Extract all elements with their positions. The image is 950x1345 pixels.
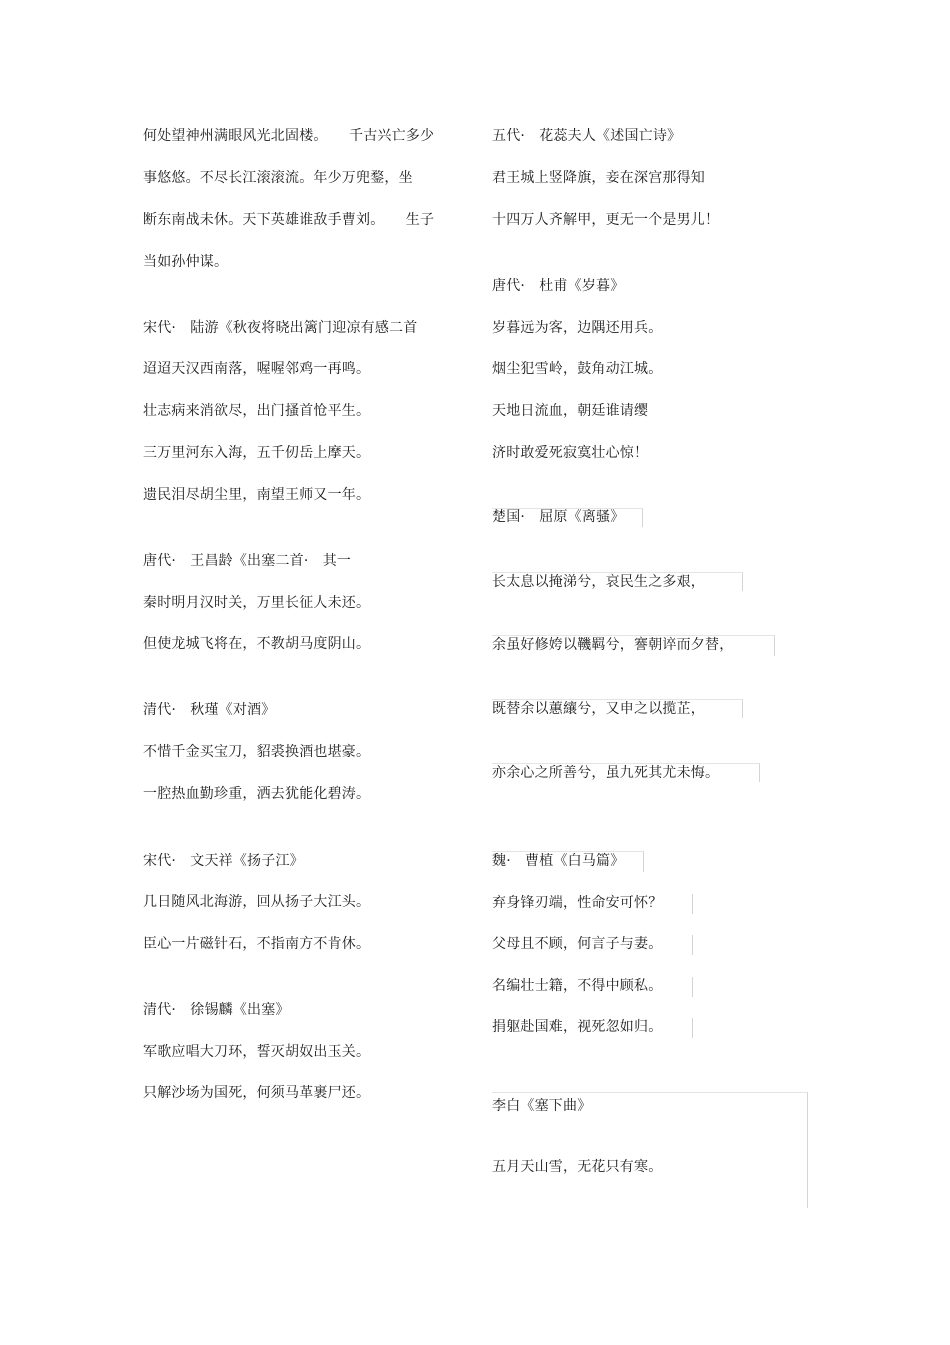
frame-line <box>692 894 693 914</box>
frame-line <box>492 572 743 591</box>
poem-line: 烟尘犯雪岭，鼓角动江城。 <box>492 361 663 377</box>
poem-line: 一腔热血勤珍重，洒去犹能化碧涛。 <box>143 786 371 802</box>
poem-line: 壮志病来消欲尽，出门搔首怆平生。 <box>143 403 371 419</box>
poem-line: 捐躯赴国难，视死忽如归。 <box>492 1019 663 1035</box>
poem-line: 遗民泪尽胡尘里，南望王师又一年。 <box>143 487 371 503</box>
poem-line: 几日随风北海游，回从扬子大江头。 <box>143 894 371 910</box>
poem-line: 十四万人齐解甲，更无一个是男儿！ <box>492 212 720 228</box>
poem-line: 余虽好修姱以鞿羁兮，謇朝谇而夕替， <box>492 637 734 653</box>
frame-line <box>492 635 775 656</box>
poem-line: 断东南战未休。天下英雄谁敌手曹刘。 生子 <box>143 212 435 228</box>
poem-line: 迢迢天汉西南落，喔喔邻鸡一再鸣。 <box>143 361 371 377</box>
poem-line: 秦时明月汉时关，万里长征人未还。 <box>143 595 371 611</box>
poem-line: 岁暮远为客，边隅还用兵。 <box>492 320 663 336</box>
poem-line: 唐代· 王昌龄《出塞二首· 其一 <box>143 553 352 569</box>
poem-line: 弃身锋刃端，性命安可怀？ <box>492 895 663 911</box>
poem-line: 宋代· 文天祥《扬子江》 <box>143 853 304 869</box>
poem-line: 只解沙场为国死，何须马革裹尸还。 <box>143 1085 371 1101</box>
poem-line: 清代· 秋瑾《对酒》 <box>143 702 276 718</box>
poem-line: 唐代· 杜甫《岁暮》 <box>492 278 625 294</box>
poem-line: 臣心一片磁针石，不指南方不肯休。 <box>143 936 371 952</box>
poem-line: 五月天山雪，无花只有寒。 <box>492 1159 663 1175</box>
poem-line: 何处望神州满眼风光北固楼。 千古兴亡多少 <box>143 128 435 144</box>
poem-line: 天地日流血，朝廷谁请缨 <box>492 403 649 419</box>
frame-line <box>692 935 693 955</box>
frame-line <box>492 763 760 782</box>
poem-line: 名编壮士籍，不得中顾私。 <box>492 978 663 994</box>
poem-line: 五代· 花蕊夫人《述国亡诗》 <box>492 128 682 144</box>
poem-line: 清代· 徐锡麟《出塞》 <box>143 1002 290 1018</box>
poem-line: 三万里河东入海，五千仞岳上摩天。 <box>143 445 371 461</box>
poem-line: 事悠悠。不尽长江滚滚流。年少万兜鍪，坐 <box>143 170 413 186</box>
frame-box <box>492 1092 808 1208</box>
poem-line: 李白《塞下曲》 <box>492 1098 592 1114</box>
frame-line <box>692 977 693 997</box>
poem-line: 魏· 曹植《白马篇》 <box>492 853 625 869</box>
poem-line: 军歌应唱大刀环，誓灭胡奴出玉关。 <box>143 1044 371 1060</box>
frame-line <box>692 1018 693 1038</box>
poem-line: 楚国· 屈原《离骚》 <box>492 509 625 525</box>
poem-line: 济时敢爱死寂寞壮心惊！ <box>492 445 649 461</box>
poem-line: 但使龙城飞将在，不教胡马度阴山。 <box>143 636 371 652</box>
poem-line: 宋代· 陆游《秋夜将晓出篱门迎凉有感二首 <box>143 320 418 336</box>
frame-line <box>492 699 743 718</box>
frame-line <box>492 508 643 527</box>
poem-line: 当如孙仲谋。 <box>143 254 229 270</box>
poem-line: 君王城上竖降旗，妾在深宫那得知 <box>492 170 705 186</box>
frame-line <box>492 851 644 872</box>
poem-line: 不惜千金买宝刀，貂裘换酒也堪豪。 <box>143 744 371 760</box>
poem-line: 既替余以蕙纕兮，又申之以揽芷， <box>492 701 705 717</box>
poem-line: 亦余心之所善兮，虽九死其尤未悔。 <box>492 765 720 781</box>
poem-line: 长太息以掩涕兮，哀民生之多艰， <box>492 574 705 590</box>
poem-line: 父母且不顾，何言子与妻。 <box>492 936 663 952</box>
